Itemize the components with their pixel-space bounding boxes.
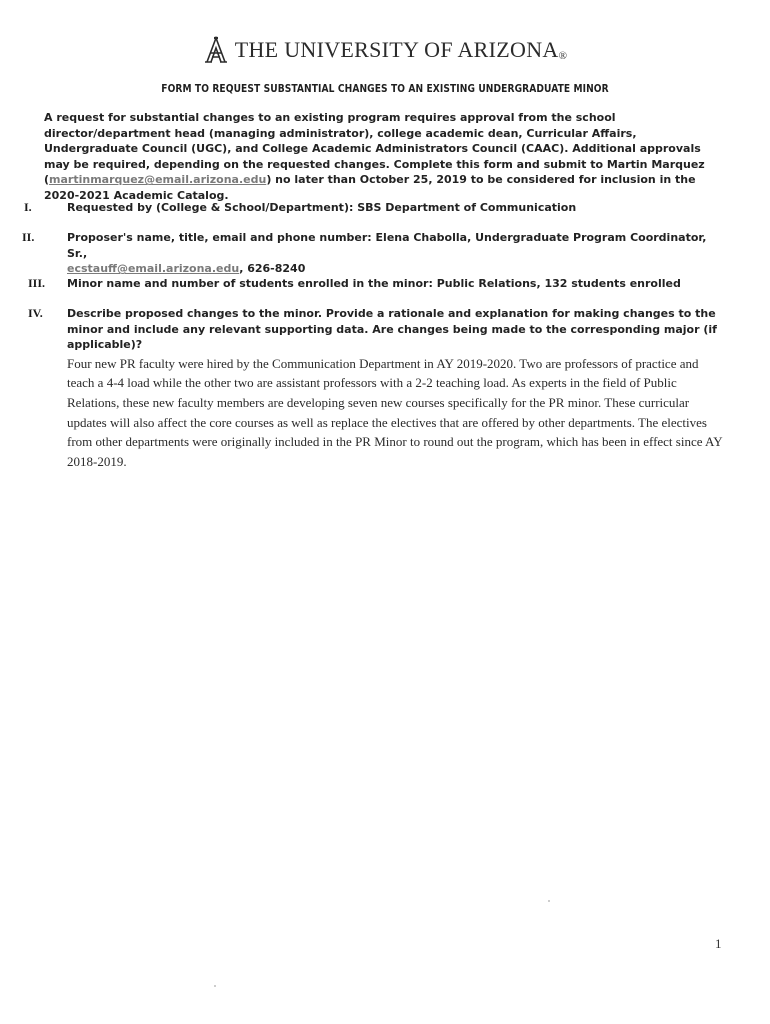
wordmark-text: THE UNIVERSITY OF ARIZONA xyxy=(234,37,559,62)
section-question: Requested by (College & School/Department): SBS Department of Communication xyxy=(67,201,577,214)
changes-answer: Four new PR faculty were hired by the Communication Department in AY 2019-2020. Two are professors of practice and teach a 4-4 load while the other two are assistant professors with a 2-2 teaching load. As experts in the field of Public Relations, these new faculty members are developing seven new courses specifically for the PR minor. These curricular updates will also affect the core courses as well as replace the electives that are offered by other departments. The electives from other departments were originally included in the PR Minor to round out the program, which has been in effect since AY 2018-2019. xyxy=(67,355,723,469)
scan-speck xyxy=(548,900,550,902)
intro-paragraph xyxy=(44,110,724,204)
section-numeral: III. xyxy=(28,276,46,290)
section-proposed-changes xyxy=(18,306,728,471)
university-header xyxy=(0,36,770,64)
proposer-phone: , 626-8240 xyxy=(239,262,306,276)
form-title: FORM TO REQUEST SUBSTANTIAL CHANGES TO AN EXISTING UNDERGRADUATE MINOR xyxy=(161,82,609,95)
university-wordmark xyxy=(235,37,568,63)
section-numeral: IV. xyxy=(28,306,43,320)
submission-email-link[interactable]: martinmarquez@email.arizona.edu xyxy=(49,173,267,187)
university-of-arizona-a-logo-icon xyxy=(203,36,229,64)
page-number: 1 xyxy=(715,936,722,951)
section-question xyxy=(67,230,728,277)
section-requested-by xyxy=(18,200,728,216)
section-minor-name xyxy=(18,276,728,292)
section-question: Minor name and number of students enrolled in the minor: Public Relations, 132 students enrolled xyxy=(67,277,681,290)
changes-question: Describe proposed changes to the minor. Provide a rationale and explanation for making changes to the minor and include any relevant supporting data. Are changes being made to the corresponding major (if applicable)? xyxy=(67,307,717,352)
registered-mark: ® xyxy=(558,50,568,62)
section-proposer xyxy=(18,230,728,277)
intro-text-end: ) no later than October 25, 2019 to be considered for inclusion in the 2020-2021 Academic Catalog. xyxy=(44,173,696,202)
section-numeral: I. xyxy=(24,200,32,214)
intro-text-start: A request for substantial changes to an existing program requires approval from the school director/department head (managing administrator), college academic dean, Curricular Affairs, Undergraduate Council (UGC), and College Academic Administrators Council (CAAC). Additional approvals may be required, depending on the requested changes. Complete this form and submit to Martin Marquez ( xyxy=(44,111,705,187)
section-question xyxy=(67,306,728,471)
section-numeral: II. xyxy=(22,230,35,244)
proposer-email-link[interactable]: ecstauff@email.arizona.edu xyxy=(67,262,240,276)
proposer-text: Proposer's name, title, email and phone number: Elena Chabolla, Undergraduate Program Coordinator, Sr., xyxy=(67,231,707,260)
scan-speck xyxy=(214,985,216,987)
